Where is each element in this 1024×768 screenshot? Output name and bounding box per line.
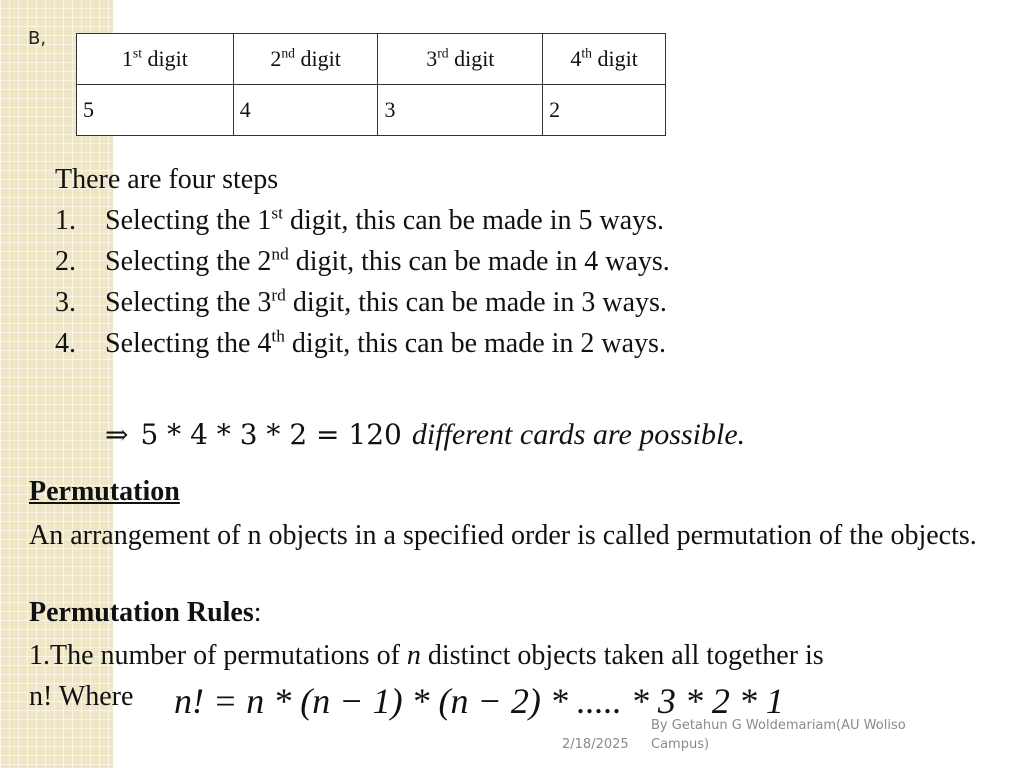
slide-label: B, <box>28 28 47 49</box>
result-equation <box>105 418 745 452</box>
table-row <box>77 85 666 136</box>
table-header-cell: 1st digit <box>77 34 234 85</box>
equation-expression: 5 * 4 * 3 * 2 = 120 <box>140 418 402 451</box>
footer-date: 2/18/2025 <box>562 737 629 752</box>
table-header-row <box>77 34 666 85</box>
steps-list <box>55 203 670 367</box>
rule-1-text: 1.The number of permutations of n distinct objects taken all together is <box>29 640 824 671</box>
list-item: 1. Selecting the 1st digit, this can be made in 5 ways. <box>55 203 665 236</box>
table-header-cell: 2nd digit <box>233 34 378 85</box>
list-item: 4. Selecting the 4th digit, this can be made in 2 ways. <box>55 326 666 359</box>
table-cell: 5 <box>77 85 234 136</box>
table-header-cell: 3rd digit <box>378 34 543 85</box>
list-item: 3. Selecting the 3rd digit, this can be made in 3 ways. <box>55 285 667 318</box>
footer-author: By Getahun G Woldemariam(AU Woliso Campus) <box>651 718 906 752</box>
list-item: 2. Selecting the 2nd digit, this can be made in 4 ways. <box>55 244 670 277</box>
implies-arrow-icon: ⇒ <box>105 418 129 451</box>
digits-table <box>76 33 666 136</box>
table-cell: 3 <box>378 85 543 136</box>
steps-intro: There are four steps <box>55 164 279 195</box>
table-cell: 4 <box>233 85 378 136</box>
permutation-heading: Permutation <box>29 476 180 507</box>
factorial-formula: n! = n * (n − 1) * (n − 2) * ..... * 3 * 2 * 1 <box>174 681 784 721</box>
table-cell: 2 <box>543 85 666 136</box>
permutation-rules-heading: Permutation Rules: <box>29 597 262 628</box>
permutation-definition: An arrangement of n objects in a specified order is called permutation of the objects. <box>29 520 977 551</box>
rule-1-where: n! Where <box>29 681 134 712</box>
table-header-cell: 4th digit <box>543 34 666 85</box>
equation-text: different cards are possible. <box>411 418 746 451</box>
